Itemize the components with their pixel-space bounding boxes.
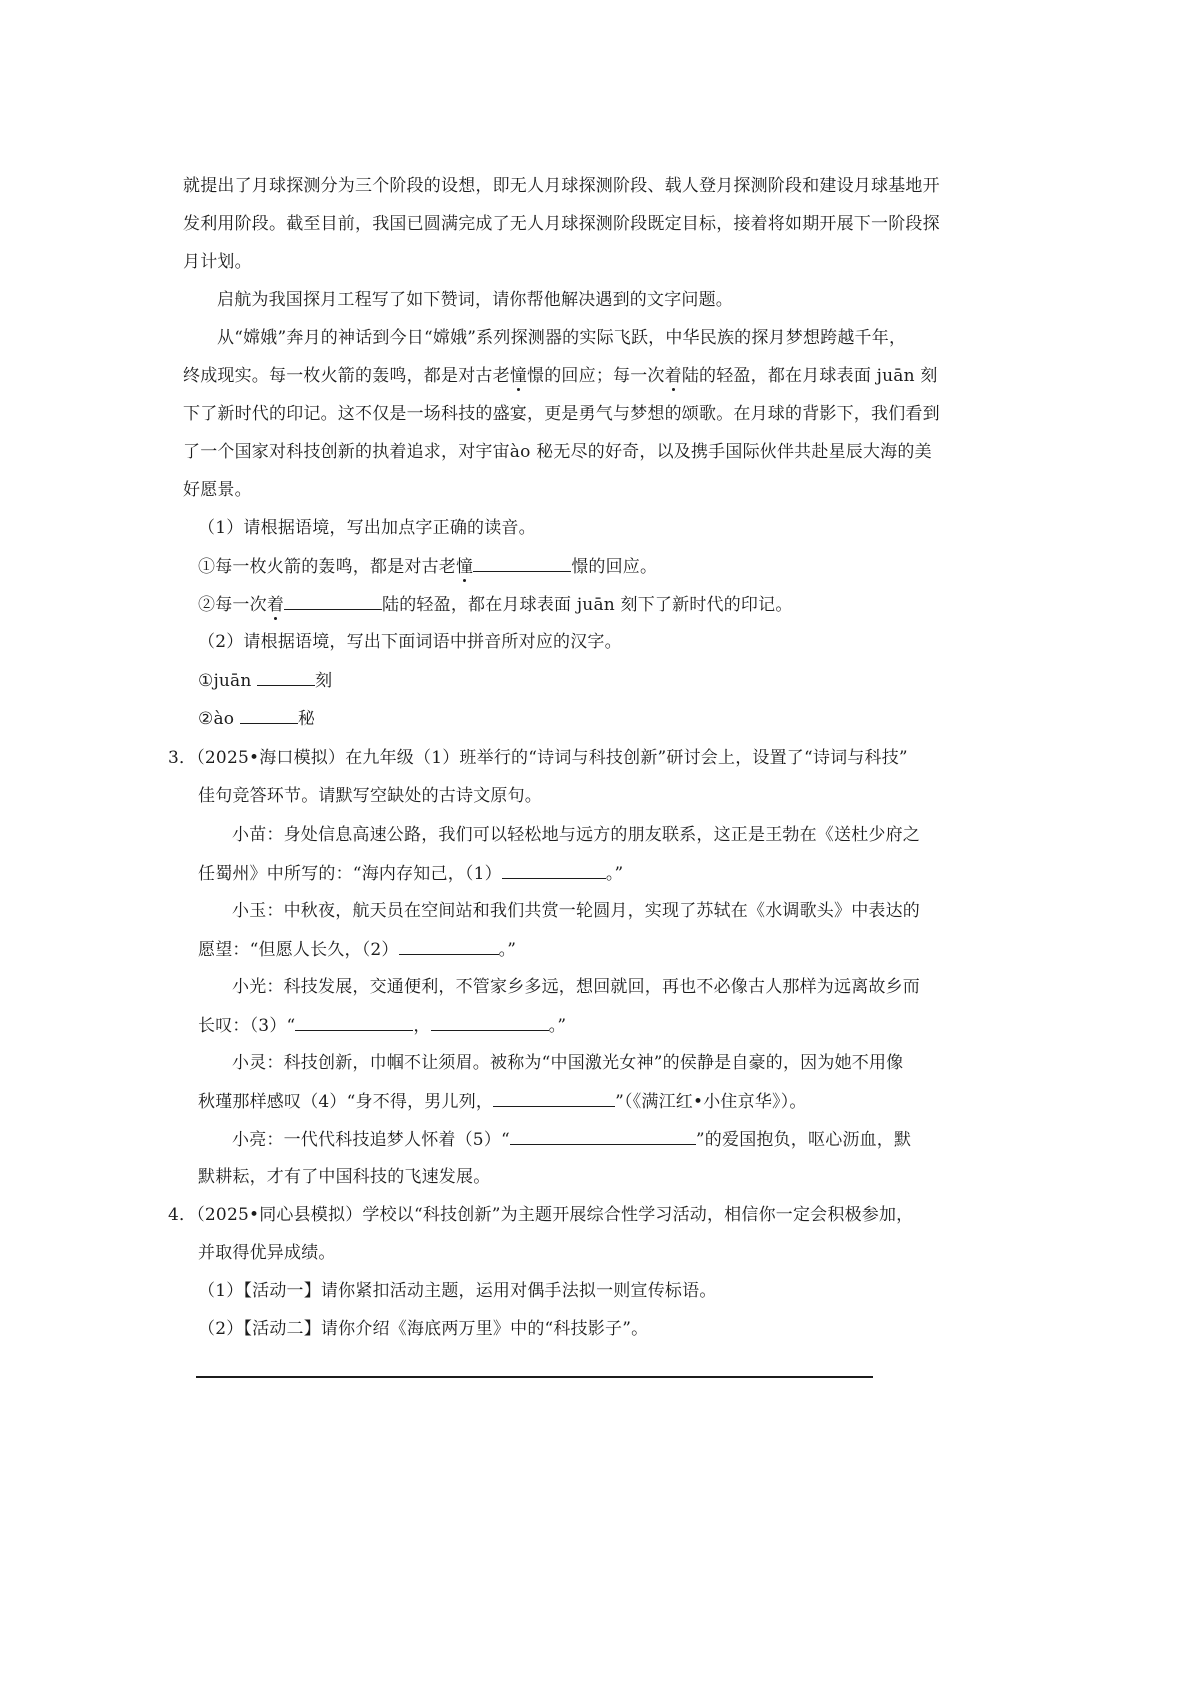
q3-heading-1: 3．（2025•海口模拟）在九年级（1）班举行的“诗词与科技创新”研讨会上，设置了“诗词与科技” (168, 748, 908, 768)
passage-text: 终成现实。每一枚火箭的轰鸣，都是对古老 (183, 366, 510, 386)
item-text: 。” (605, 864, 624, 884)
answer-blank[interactable] (510, 1127, 696, 1145)
dotted-character: 憧 (456, 557, 474, 577)
q3-ling-line-1: 小灵：科技创新，巾帼不让须眉。被称为“中国激光女神”的侯静是自豪的，因为她不用像 (232, 1053, 904, 1073)
answer-blank[interactable] (284, 592, 382, 610)
answer-blank[interactable] (493, 1089, 615, 1107)
answer-blank[interactable] (431, 1013, 549, 1031)
item-text: 愿望：“但愿人长久，（2） (198, 940, 399, 960)
item-text: ”的爱国抱负，呕心沥血，默 (695, 1130, 912, 1150)
q3-miao-line-1: 小苗：身处信息高速公路，我们可以轻松地与远方的朋友联系，这正是王勃在《送杜少府之 (232, 825, 920, 845)
item-text: ①每一枚火箭的轰鸣，都是对古老 (198, 557, 456, 577)
q2-part2-prompt: （2）请根据语境，写出下面词语中拼音所对应的汉字。 (198, 632, 622, 652)
answer-blank[interactable] (473, 554, 571, 572)
q2-part2-item2 (198, 706, 315, 731)
intro-line-2: 发利用阶段。截至目前，我国已圆满完成了无人月球探测阶段既定目标，接着将如期开展下一阶段探 (183, 214, 940, 234)
q3-miao-line-2 (198, 861, 623, 886)
item-text: 秋瑾那样感叹（4）“身不得，男儿列， (198, 1092, 494, 1112)
dotted-character: 着 (664, 366, 682, 386)
passage-line-1: 从“嫦娥”奔月的神话到今日“嫦娥”系列探测器的实际飞跃，中华民族的探月梦想跨越千年， (217, 328, 907, 348)
q2-part1-prompt: （1）请根据语境，写出加点字正确的读音。 (198, 518, 536, 538)
passage-text: 陆的轻盈，都在月球表面 juān 刻 (681, 366, 938, 386)
q4-activity-2: （2）【活动二】请你介绍《海底两万里》中的“科技影子”。 (198, 1319, 649, 1339)
q4-activity-1: （1）【活动一】请你紧扣活动主题，运用对偶手法拟一则宣传标语。 (198, 1281, 717, 1301)
item-text: 。” (498, 940, 517, 960)
item-text: 陆的轻盈，都在月球表面 juān 刻下了新时代的印记。 (382, 595, 793, 615)
q4-heading-1: 4．（2025•同心县模拟）学校以“科技创新”为主题开展综合性学习活动，相信你一定会积极参加， (168, 1205, 914, 1225)
item-text: ， (413, 1016, 431, 1036)
passage-line-4: 了一个国家对科技创新的执着追求，对宇宙ào 秘无尽的好奇，以及携手国际伙伴共赴星辰大海的美 (183, 442, 932, 462)
answer-blank[interactable] (502, 861, 606, 879)
q3-yu-line-1: 小玉：中秋夜，航天员在空间站和我们共赏一轮圆月，实现了苏轼在《水调歌头》中表达的 (232, 901, 920, 921)
q3-yu-line-2 (198, 937, 516, 962)
item-text: 秘 (297, 709, 316, 729)
q2-part1-item2 (198, 592, 793, 617)
item-text: 小亮：一代代科技追梦人怀着（5）“ (232, 1130, 510, 1150)
item-text: ”（《满江红•小住京华》）。 (615, 1092, 807, 1112)
passage-line-3: 下了新时代的印记。这不仅是一场科技的盛宴，更是勇气与梦想的颂歌。在月球的背影下，我们看到 (183, 404, 940, 424)
passage-line-5: 好愿景。 (183, 480, 252, 500)
q3-liang-line-2: 默耕耘，才有了中国科技的飞速发展。 (198, 1167, 491, 1187)
item-text: 刻 (315, 671, 333, 691)
intro-line-1: 就提出了月球探测分为三个阶段的设想，即无人月球探测阶段、载人登月探测阶段和建设月球基地开 (183, 176, 940, 196)
item-text: 憬的回应。 (571, 557, 658, 577)
q3-heading-2: 佳句竞答环节。请默写空缺处的古诗文原句。 (198, 786, 542, 806)
intro-line-4: 启航为我国探月工程写了如下赞词，请你帮他解决遇到的文字问题。 (217, 290, 733, 310)
section-divider (196, 1376, 873, 1378)
item-text: 。” (548, 1016, 567, 1036)
q2-part1-item1 (198, 554, 657, 579)
passage-text: 憬的回应；每一次 (527, 366, 665, 386)
item-text: 任蜀州》中所写的：“海内存知己，（1） (198, 864, 502, 884)
item-text: ②每一次 (198, 595, 267, 615)
q3-ling-line-2 (198, 1089, 807, 1114)
answer-blank[interactable] (257, 668, 315, 686)
dotted-character: 憧 (509, 366, 528, 386)
item-text: ①juān (198, 671, 258, 691)
q4-heading-2: 并取得优异成绩。 (198, 1243, 336, 1263)
item-text: ②ào (198, 709, 240, 729)
item-text: 长叹：（3）“ (198, 1016, 296, 1036)
answer-blank[interactable] (295, 1013, 413, 1031)
dotted-character: 着 (266, 595, 285, 615)
q3-guang-line-2 (198, 1013, 566, 1038)
answer-blank[interactable] (399, 937, 499, 955)
answer-blank[interactable] (240, 706, 298, 724)
q3-liang-line-1 (232, 1127, 911, 1152)
intro-line-3: 月计划。 (183, 252, 252, 272)
passage-line-2 (183, 364, 938, 388)
q2-part2-item1 (198, 668, 332, 693)
q3-guang-line-1: 小光：科技发展，交通便利，不管家乡多远，想回就回，再也不必像古人那样为远离故乡而 (232, 977, 920, 997)
